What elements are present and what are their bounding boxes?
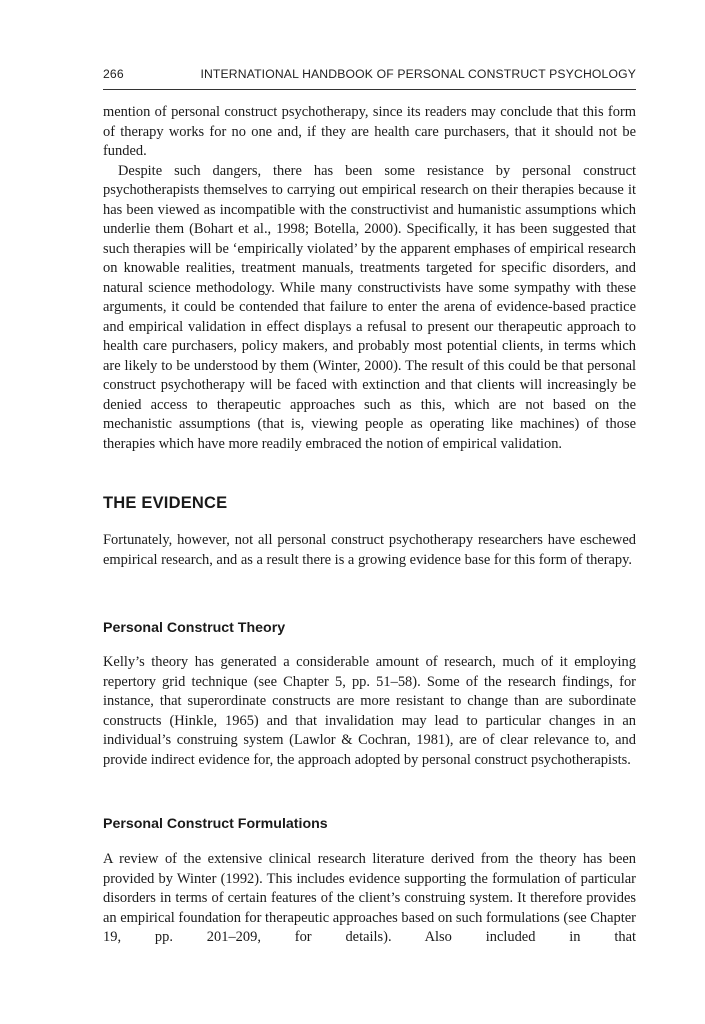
- subsection-heading-formulations: Personal Construct Formulations: [103, 816, 328, 832]
- running-title: INTERNATIONAL HANDBOOK OF PERSONAL CONSTRUCT PSYCHOLOGY: [200, 67, 636, 81]
- evidence-block: [103, 531, 636, 570]
- formulations-paragraph: A review of the extensive clinical research literature derived from the theory has been provided by Winter (1992). This includes evidence supporting the formulation of particular disorders in terms of certain features of the client’s construing system. It therefore provides an empirical foundation for therapeutic approaches based on such formulations (see Chapter 19, pp. 201–209, for details). Also included in that: [103, 851, 636, 945]
- intro-paragraph-1: mention of personal construct psychotherapy, since its readers may conclude that this form of therapy works for no one and, if they are health care purchasers, that it should not be funded.: [103, 104, 636, 159]
- evidence-paragraph: Fortunately, however, not all personal construct psychotherapy researchers have eschewed empirical research, and as a result there is a growing evidence base for this form of therapy.: [103, 532, 636, 568]
- theory-block: [103, 653, 636, 770]
- section-heading-evidence: THE EVIDENCE: [103, 494, 228, 512]
- subsection-heading-theory: Personal Construct Theory: [103, 620, 286, 636]
- running-header: [103, 67, 636, 87]
- page-number: 266: [103, 67, 124, 81]
- intro-block: [103, 103, 636, 454]
- header-rule: [103, 89, 636, 90]
- formulations-block: [103, 850, 636, 948]
- intro-paragraph-2: Despite such dangers, there has been some resistance by personal construct psychotherapists themselves to carrying out empirical research on their therapies because it has been viewed as incompatible with the constructivist and humanistic assumptions which underlie them (Bohart et al., 1998; Botella, 2000). Specifically, it has been suggested that such therapies will be ‘empirically violated’ by the apparent emphases of empirical research on knowable realities, treatment manuals, treatments targeted for specific disorders, and natural science methodology. While many constructivists have some sympathy with these arguments, it could be contended that failure to enter the arena of evidence-based practice and empirical validation in effect displays a refusal to present our therapeutic approach to health care purchasers, policy makers, and probably most potential clients, in terms which are likely to be understood by them (Winter, 2000). The result of this could be that personal construct psychotherapy will be faced with extinction and that clients will increasingly be denied access to therapeutic approaches such as this, which are not based on the mechanistic assumptions (that is, viewing people as operating like machines) of those therapies which have more readily embraced the notion of empirical validation.: [103, 162, 636, 452]
- theory-paragraph: Kelly’s theory has generated a considerable amount of research, much of it employing repertory grid technique (see Chapter 5, pp. 51–58). Some of the research findings, for instance, that superordinate constructs are more resistant to change than are subordinate constructs (Hinkle, 1965) and that invalidation may lead to particular changes in an individual’s construing system (Lawlor & Cochran, 1981), are of clear relevance to, and provide indirect evidence for, the approach adopted by personal construct psychotherapists.: [103, 654, 636, 768]
